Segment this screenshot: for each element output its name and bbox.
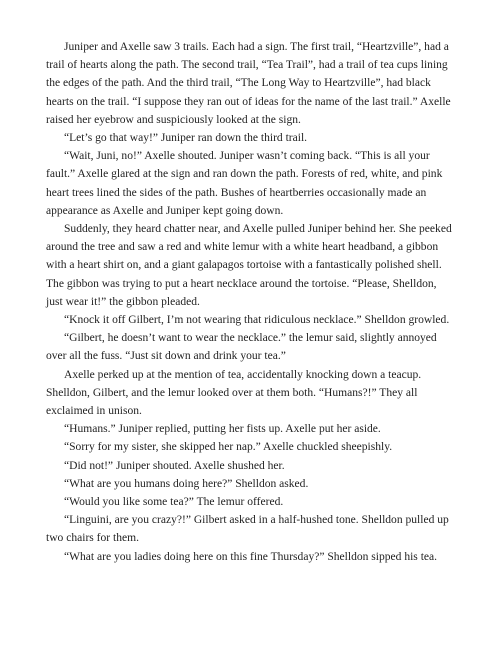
paragraph-5: “Knock it off Gilbert, I’m not wearing that ridiculous necklace.” Shelldon growled. <box>64 314 450 327</box>
paragraph-3: “Wait, Juni, no!” Axelle shouted. Juniper wasn’t coming back. “This is all your fault.” Axelle glared at the sign and ran down the path. Forests of red, white, and pink heart trees lined the sides of the path. Bushes of heartberries occasionally made an appearance as Axelle and Juniper kept going down. <box>46 150 443 217</box>
paragraph-8: “Humans.” Juniper replied, putting her fists up. Axelle put her aside. <box>64 423 381 436</box>
paragraph-14: “What are you ladies doing here on this fine Thursday?” Shelldon sipped his tea. <box>64 550 438 563</box>
paragraph-11: “What are you humans doing here?” Shelldon asked. <box>64 477 309 490</box>
paragraph-2: “Let’s go that way!” Juniper ran down the third trail. <box>64 132 308 145</box>
paragraph-9: “Sorry for my sister, she skipped her nap.” Axelle chuckled sheepishly. <box>64 441 393 454</box>
paragraph-1: Juniper and Axelle saw 3 trails. Each had a sign. The first trail, “Heartzville”, had a trail of hearts along the path. The second trail, “Tea Trail”, had a trail of tea cups lining the edges of the path. And the third trail, “The Long Way to Heartzville”, had black hearts on the trail. “I suppose they ran out of ideas for the name of the last trail.” Axelle raised her eyebrow and suspiciously looked at the sign. <box>46 41 451 126</box>
paragraph-6: “Gilbert, he doesn’t want to wear the necklace.” the lemur said, slightly annoyed over all the fuss. “Just sit down and drink your tea.” <box>46 332 437 363</box>
paragraph-13: “Linguini, are you crazy?!” Gilbert asked in a half-hushed tone. Shelldon pulled up two chairs for them. <box>46 514 449 545</box>
paragraph-10: “Did not!” Juniper shouted. Axelle shushed her. <box>64 459 285 472</box>
paragraph-7: Axelle perked up at the mention of tea, accidentally knocking down a teacup. Shelldon, Gilbert, and the lemur looked over at them both. “Humans?!” They all exclaimed in unison. <box>46 368 422 418</box>
paragraph-12: “Would you like some tea?” The lemur offered. <box>64 496 284 509</box>
paragraph-4: Suddenly, they heard chatter near, and Axelle pulled Juniper behind her. She peeked around the tree and saw a red and white lemur with a white heart headband, a gibbon with a heart shirt on, and a giant galapagos tortoise with a fantastically polished shell. The gibbon was trying to put a heart necklace around the tortoise. “Please, Shelldon, just wear it!” the gibbon pleaded. <box>46 223 452 308</box>
story-text <box>46 38 456 566</box>
